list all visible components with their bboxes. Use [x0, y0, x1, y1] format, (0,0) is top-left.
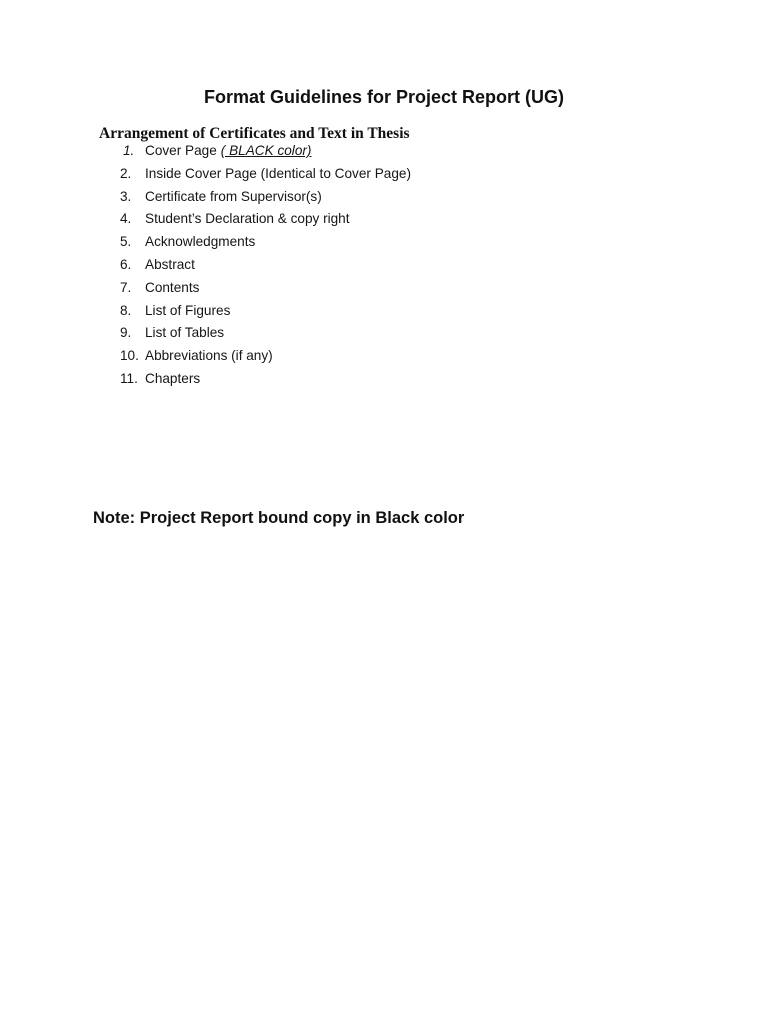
list-item-text: Contents [145, 279, 200, 295]
bound-copy-note: Note: Project Report bound copy in Black color [93, 509, 465, 527]
list-item [120, 369, 411, 392]
list-item-number: 8. [120, 302, 132, 318]
list-item [120, 141, 411, 164]
list-item-number: 2. [120, 165, 132, 181]
list-item [120, 232, 411, 255]
list-item-text: Abstract [145, 256, 195, 272]
page-title: Format Guidelines for Project Report (UG) [203, 87, 565, 107]
list-item-number: 3. [120, 188, 132, 204]
list-item-text: Abbreviations (if any) [145, 348, 273, 364]
list-item [120, 209, 411, 232]
list-item-text: Chapters [145, 370, 201, 386]
list-item-text: Student’s Declaration & copy right [145, 211, 350, 227]
list-item-number: 9. [120, 325, 132, 341]
list-item-number: 11. [120, 370, 138, 386]
list-item [120, 255, 411, 278]
list-item [120, 164, 411, 187]
list-item-text: Inside Cover Page (Identical to Cover Page) [145, 165, 411, 181]
list-item-number: 4. [120, 211, 132, 227]
list-item-note: ( BLACK color) [220, 143, 312, 158]
list-item-number: 1. [123, 143, 135, 158]
list-item [120, 187, 411, 210]
list-item [120, 323, 411, 346]
list-item-text: List of Tables [145, 325, 225, 341]
list-item-number: 10. [120, 348, 139, 364]
list-item-text: List of Figures [145, 302, 231, 318]
list-item-text: Cover Page [145, 143, 217, 158]
list-item [120, 301, 411, 324]
section-heading: Arrangement of Certificates and Text in Thesis [99, 125, 410, 142]
list-item-text: Certificate from Supervisor(s) [145, 188, 322, 204]
list-item-text: Acknowledgments [145, 234, 256, 250]
list-item [120, 346, 411, 369]
list-item-number: 6. [120, 256, 132, 272]
list-item-number: 7. [120, 279, 132, 295]
arrangement-list [120, 141, 411, 392]
list-item-number: 5. [120, 234, 132, 250]
list-item [120, 278, 411, 301]
